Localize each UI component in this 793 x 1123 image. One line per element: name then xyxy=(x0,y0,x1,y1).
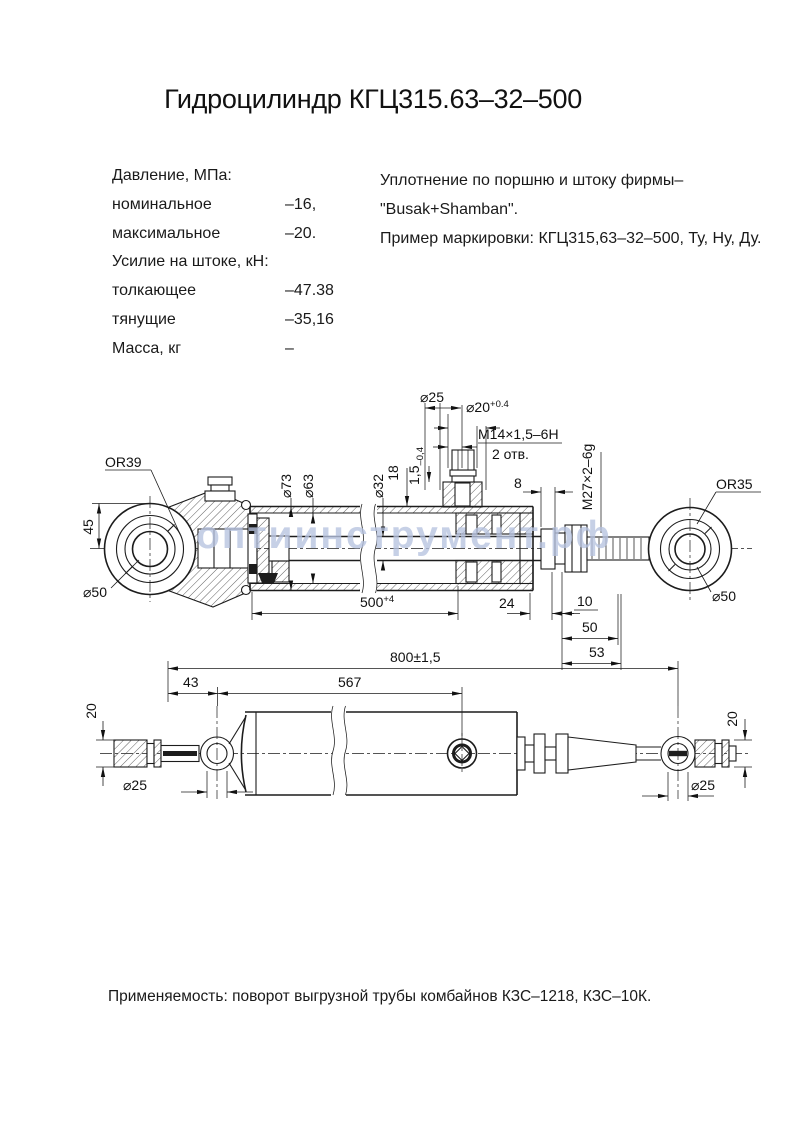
rod-collar xyxy=(541,529,555,569)
dim-m14-holes: 2 отв. xyxy=(492,446,529,462)
spec-label: максимальное xyxy=(112,224,221,242)
weld-dot xyxy=(242,586,251,595)
port-washer xyxy=(450,470,476,476)
dim-d63: ⌀63 xyxy=(300,473,316,499)
piston xyxy=(248,514,289,583)
spec-label: номинальное xyxy=(112,195,212,213)
spec-value: –47.38 xyxy=(285,282,334,300)
note-line: "Busak+Shamban". xyxy=(380,200,519,218)
left-pin xyxy=(114,740,199,767)
dim-d25-right: ⌀25 xyxy=(691,777,716,793)
rod-end-coupling xyxy=(568,737,636,770)
port-stud xyxy=(452,450,474,470)
spec-label: Давление, МПа: xyxy=(112,167,232,184)
dim-d73: ⌀73 xyxy=(278,473,294,499)
dim-567: 567 xyxy=(338,674,362,690)
dim-d50-right: ⌀50 xyxy=(712,588,737,604)
dim-m14: М14×1,5–6Н xyxy=(478,426,559,442)
spec-value: –16, xyxy=(285,195,317,213)
dim-d50-left: ⌀50 xyxy=(83,584,108,600)
dim-18: 18 xyxy=(385,465,401,481)
spec-value: –35,16 xyxy=(285,310,334,328)
spec-label: Масса, кг xyxy=(112,339,182,357)
right-eye-plan xyxy=(661,706,695,799)
application-note: Применяемость: поворот выгрузной трубы комбайнов КЗС–1218, КЗС–10К. xyxy=(108,988,652,1005)
weld-dot xyxy=(242,501,251,510)
dim-8: 8 xyxy=(514,475,522,491)
spec-label: тянущие xyxy=(112,310,176,328)
main-view xyxy=(80,389,761,736)
dim-d20: $⌀20^{+0.4}$ xyxy=(466,399,509,415)
left-eye xyxy=(105,477,251,607)
spec-value: –20. xyxy=(285,224,317,242)
rod-nut xyxy=(565,525,587,572)
dim-d25-left: ⌀25 xyxy=(123,777,148,793)
dim-24: 24 xyxy=(499,595,515,611)
watermark: оптиинструмент.рф xyxy=(196,514,612,557)
bottom-view xyxy=(83,703,752,801)
gland xyxy=(443,450,533,584)
grease-fitting xyxy=(208,477,232,485)
dim-50: 50 xyxy=(582,619,598,635)
right-pin xyxy=(695,740,736,767)
label-or35: OR35 xyxy=(716,476,753,492)
dim-800: 800±1,5 xyxy=(390,649,441,665)
spec-value: – xyxy=(285,339,294,357)
dim-d25-port: ⌀25 xyxy=(420,389,445,405)
dim-45: 45 xyxy=(80,519,96,535)
right-eye xyxy=(649,498,732,601)
note-line: Уплотнение по поршню и штоку фирмы– xyxy=(380,172,684,189)
dim-10: 10 xyxy=(577,593,593,609)
dim-500: $500^{+4}$ xyxy=(360,594,395,610)
spec-label: Усилие на штоке, кН: xyxy=(112,253,269,271)
note-line: Пример маркировки: КГЦ315,63–32–500, Ту, Ну, Ду. xyxy=(380,229,762,247)
dim-20-right: 20 xyxy=(724,711,740,727)
label-or39: OR39 xyxy=(105,454,142,470)
head-bore xyxy=(198,529,250,568)
rod-thread xyxy=(587,537,649,560)
spec-label: толкающее xyxy=(112,282,197,300)
dim-m27: М27×2–6g xyxy=(579,443,595,511)
dim-d32: ⌀32 xyxy=(370,473,386,499)
page-title: Гидроцилиндр КГЦ315.63–32–500 xyxy=(164,84,582,114)
rod-plan xyxy=(517,734,661,773)
dim-53: 53 xyxy=(589,644,605,660)
dim-43: 43 xyxy=(183,674,199,690)
dim-1-5: $1,5_{-0,4}$ xyxy=(406,447,426,485)
dim-20-left: 20 xyxy=(83,703,99,719)
